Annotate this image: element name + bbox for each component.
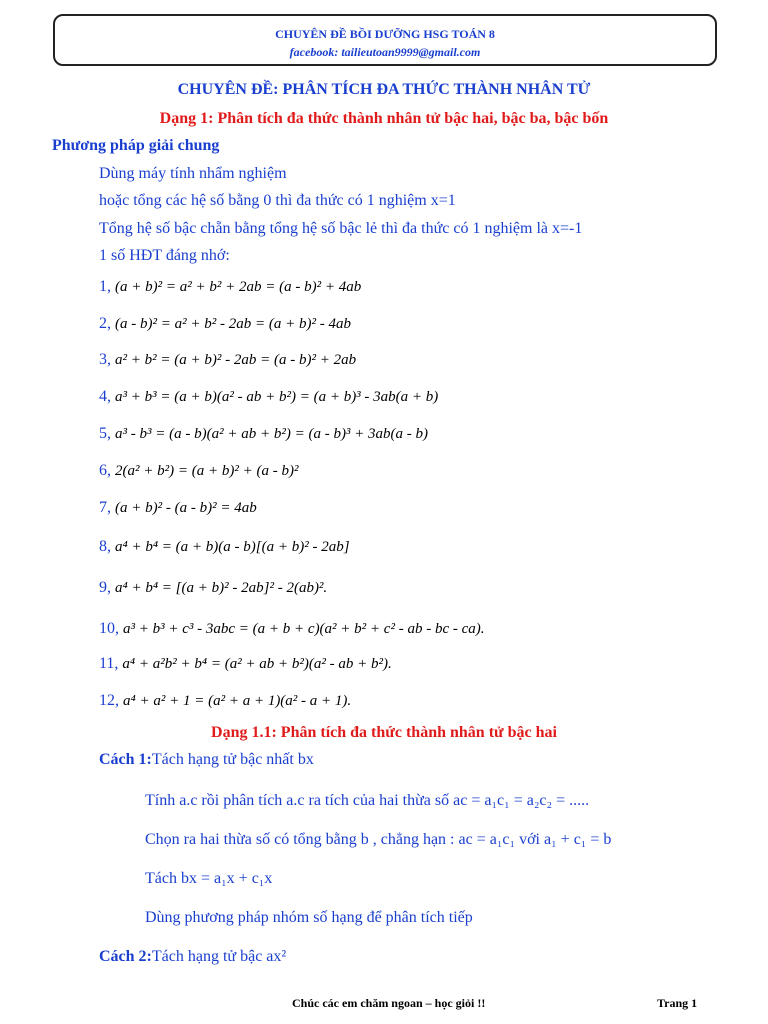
method-line-1: Dùng máy tính nhẩm nghiệm <box>99 165 287 182</box>
cach-1-step-4: Dùng phương pháp nhóm số hạng để phân tích tiếp <box>145 909 473 926</box>
footer-message: Chúc các em chăm ngoan – học giỏi !! <box>292 996 486 1010</box>
cach-1-step-1: Tính a.c rồi phân tích a.c ra tích của hai thừa số ac = a₁c₁ = a₂c₂ = ..... <box>145 792 590 809</box>
cach-1-step-2: Chọn ra hai thừa số có tổng bằng b , chẳng hạn : ac = a₁c₁ với a₁ + c₁ = b <box>145 831 612 848</box>
formula-5: 5, a³ - b³ = (a - b)(a² + ab + b²) = (a - b)³ + 3ab(a - b) <box>99 425 429 442</box>
section-dang-1: Dạng 1: Phân tích đa thức thành nhân tử bậc hai, bậc ba, bậc bốn <box>159 110 609 127</box>
formula-11: 11, a⁴ + a²b² + b⁴ = (a² + ab + b²)(a² - ab + b²). <box>99 655 392 672</box>
header-title: CHUYÊN ĐỀ BỒI DƯỠNG HSG TOÁN 8 <box>275 27 495 41</box>
formula-10: 10, a³ + b³ + c³ - 3abc = (a + b + c)(a² + b² + c² - ab - bc - ca). <box>99 620 485 637</box>
formula-1: 1, (a + b)² = a² + b² + 2ab = (a - b)² + 4ab <box>99 278 362 295</box>
cach-2: Cách 2:Tách hạng tử bậc ax² <box>99 948 287 965</box>
formula-6: 6, 2(a² + b²) = (a + b)² + (a - b)² <box>99 462 299 479</box>
cach-1-step-3: Tách bx = a₁x + c₁x <box>145 870 273 887</box>
page-number: Trang 1 <box>657 996 698 1010</box>
document-title: CHUYÊN ĐỀ: PHÂN TÍCH ĐA THỨC THÀNH NHÂN TỬ <box>177 81 591 98</box>
header-box <box>53 14 717 66</box>
formula-2: 2, (a - b)² = a² + b² - 2ab = (a + b)² - 4ab <box>99 315 351 332</box>
method-line-2: hoặc tổng các hệ số bằng 0 thì đa thức có 1 nghiệm x=1 <box>99 192 456 209</box>
header-contact: facebook: tailieutoan9999@gmail.com <box>289 45 481 59</box>
formula-4: 4, a³ + b³ = (a + b)(a² - ab + b²) = (a + b)³ - 3ab(a + b) <box>99 388 439 405</box>
formula-12: 12, a⁴ + a² + 1 = (a² + a + 1)(a² - a + 1). <box>99 692 352 709</box>
formula-3: 3, a² + b² = (a + b)² - 2ab = (a - b)² + 2ab <box>99 351 357 368</box>
formula-9: 9, a⁴ + b⁴ = [(a + b)² - 2ab]² - 2(ab)². <box>99 579 328 596</box>
method-line-4: 1 số HĐT đáng nhớ: <box>99 247 230 264</box>
section-dang-1-1: Dạng 1.1: Phân tích đa thức thành nhân tử bậc hai <box>211 724 557 741</box>
cach-1: Cách 1:Tách hạng tử bậc nhất bx <box>99 751 314 768</box>
method-line-3: Tổng hệ số bậc chẵn bằng tổng hệ số bậc lẻ thì đa thức có 1 nghiệm là x=-1 <box>99 220 583 237</box>
formula-8: 8, a⁴ + b⁴ = (a + b)(a - b)[(a + b)² - 2ab] <box>99 538 350 555</box>
formula-7: 7, (a + b)² - (a - b)² = 4ab <box>99 499 257 516</box>
method-heading: Phương pháp giải chung <box>52 137 220 154</box>
